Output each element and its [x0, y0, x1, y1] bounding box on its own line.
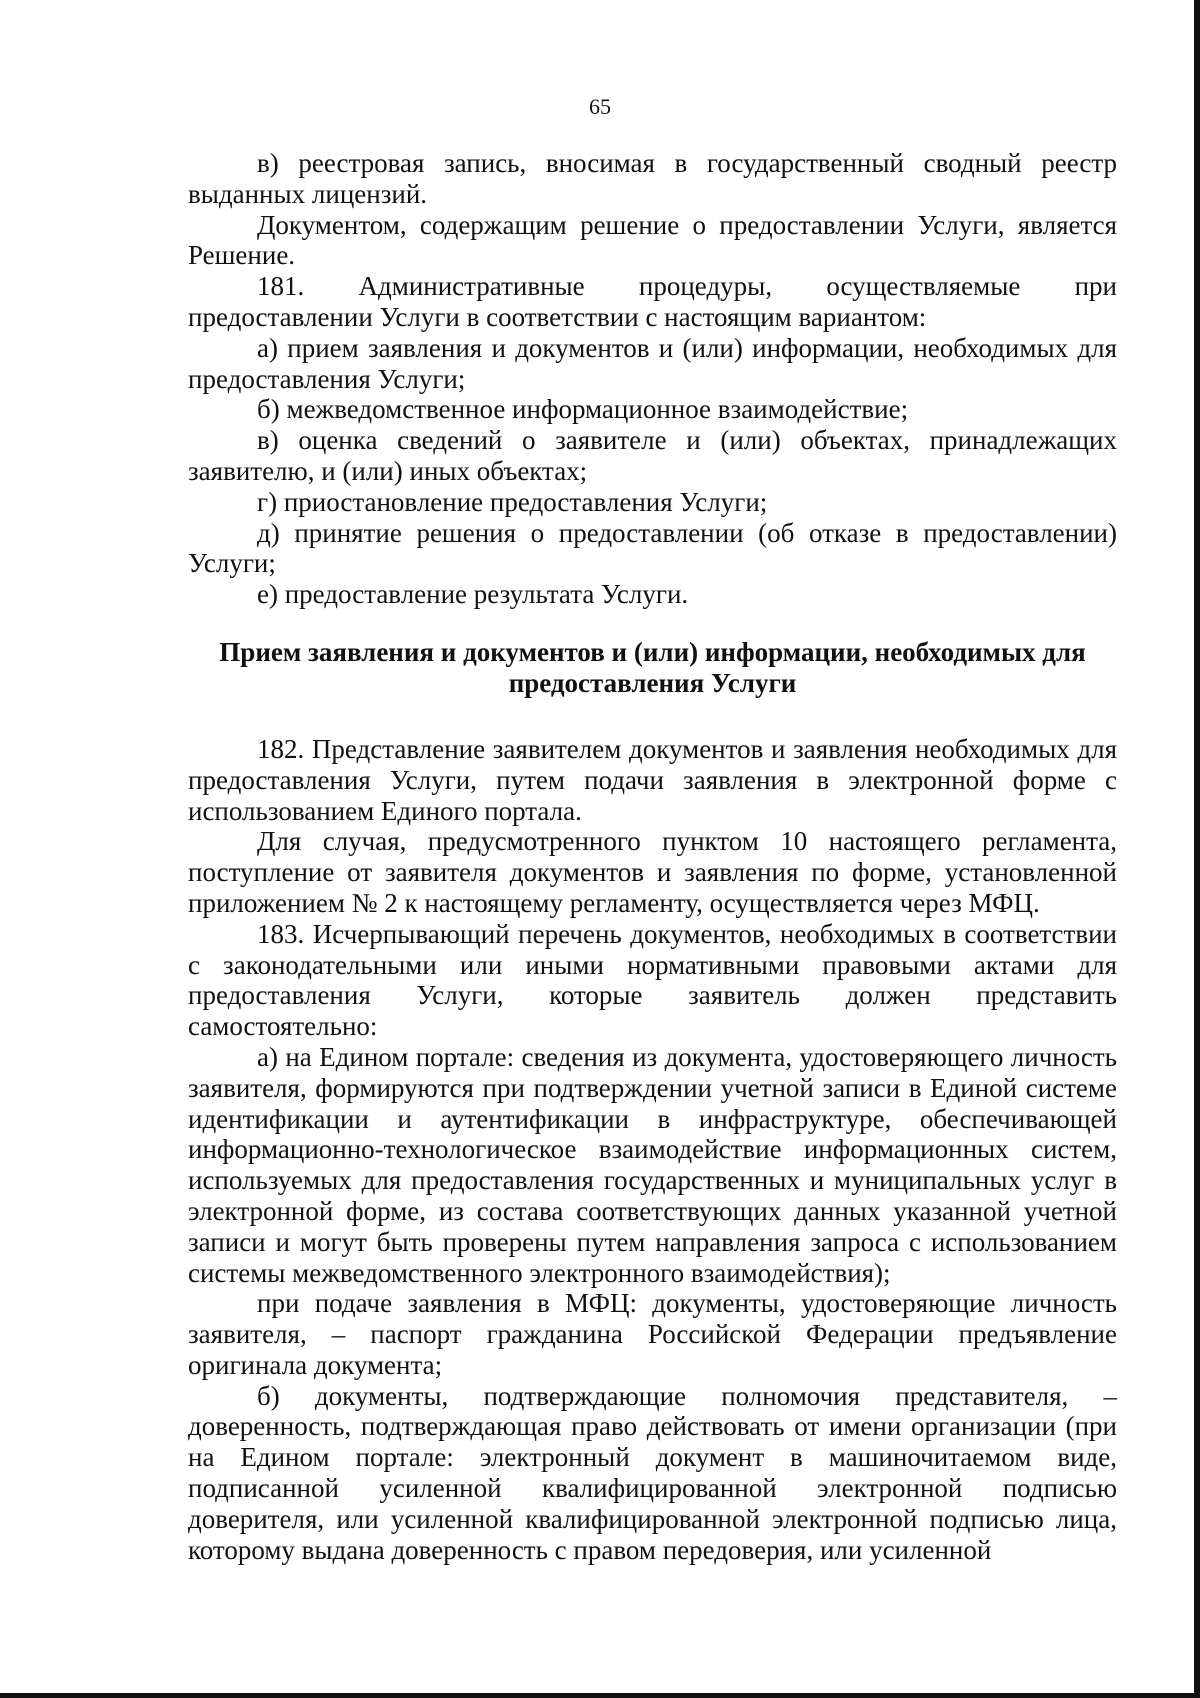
- list-item: б) документы, подтверждающие полномочия представителя, – доверенность, подтверждающая право действовать от имени организации (при на Едином портале: электронный документ в машиночитаемом виде, подписанной усиленной квалифицированной электронной подписью доверителя, или усиленной квалифицированной электронной подписью лица, которому выдана доверенность с правом передоверия, или усиленной: [188, 1380, 1117, 1565]
- paragraph: в) реестровая запись, вносимая в государственный сводный реестр выданных лицензий.: [188, 148, 1117, 209]
- paragraph: 181. Административные процедуры, осуществляемые при предоставлении Услуги в соответствии с настоящим вариантом:: [188, 271, 1117, 332]
- scan-edge-bottom: [0, 1693, 1200, 1698]
- list-item: а) на Едином портале: сведения из документа, удостоверяющего личность заявителя, формируются при подтверждении учетной записи в Единой системе идентификации и аутентификации в инфраструктуре, обеспечивающей информационно-технологическое взаимодействие информационных систем, используемых для предоставления государственных и муниципальных услуг в электронной форме, из состава соответствующих данных указанной учетной записи и могут быть проверены путем направления запроса с использованием системы межведомственного электронного взаимодействия);: [188, 1041, 1117, 1288]
- paragraph: при подаче заявления в МФЦ: документы, удостоверяющие личность заявителя, – паспорт гражданина Российской Федерации предъявление оригинала документа;: [188, 1288, 1117, 1380]
- scan-edge-right: [1194, 0, 1200, 1698]
- paragraph: Документом, содержащим решение о предоставлении Услуги, является Решение.: [188, 209, 1117, 271]
- document-body: [188, 148, 1117, 1565]
- paragraph: Для случая, предусмотренного пунктом 10 настоящего регламента, поступление от заявителя документов и заявления по форме, установленной приложением № 2 к настоящему регламенту, осуществляется через МФЦ.: [188, 826, 1117, 918]
- list-item: е) предоставление результата Услуги.: [257, 579, 689, 610]
- section-heading: Прием заявления и документов и (или) информации, необходимых для предоставления Услуги: [219, 636, 1086, 698]
- paragraph: 183. Исчерпывающий перечень документов, необходимых в соответствии с законодательными или иными нормативными правовыми актами для предоставления Услуги, которые заявитель должен представить самостоятельно:: [188, 918, 1117, 1042]
- page-number: 65: [589, 94, 611, 119]
- list-item: д) принятие решения о предоставлении (об отказе в предоставлении) Услуги;: [188, 517, 1117, 579]
- list-item: б) межведомственное информационное взаимодействие;: [257, 394, 909, 425]
- paragraph: 182. Представление заявителем документов и заявления необходимых для предоставления Услуги, путем подачи заявления в электронной форме с использованием Единого портала.: [188, 733, 1117, 826]
- list-item: г) приостановление предоставления Услуги;: [257, 486, 768, 517]
- list-item: а) прием заявления и документов и (или) информации, необходимых для предоставления Услуги;: [188, 332, 1117, 394]
- list-item: в) оценка сведений о заявителе и (или) объектах, принадлежащих заявителю, и (или) иных объектах;: [188, 425, 1117, 486]
